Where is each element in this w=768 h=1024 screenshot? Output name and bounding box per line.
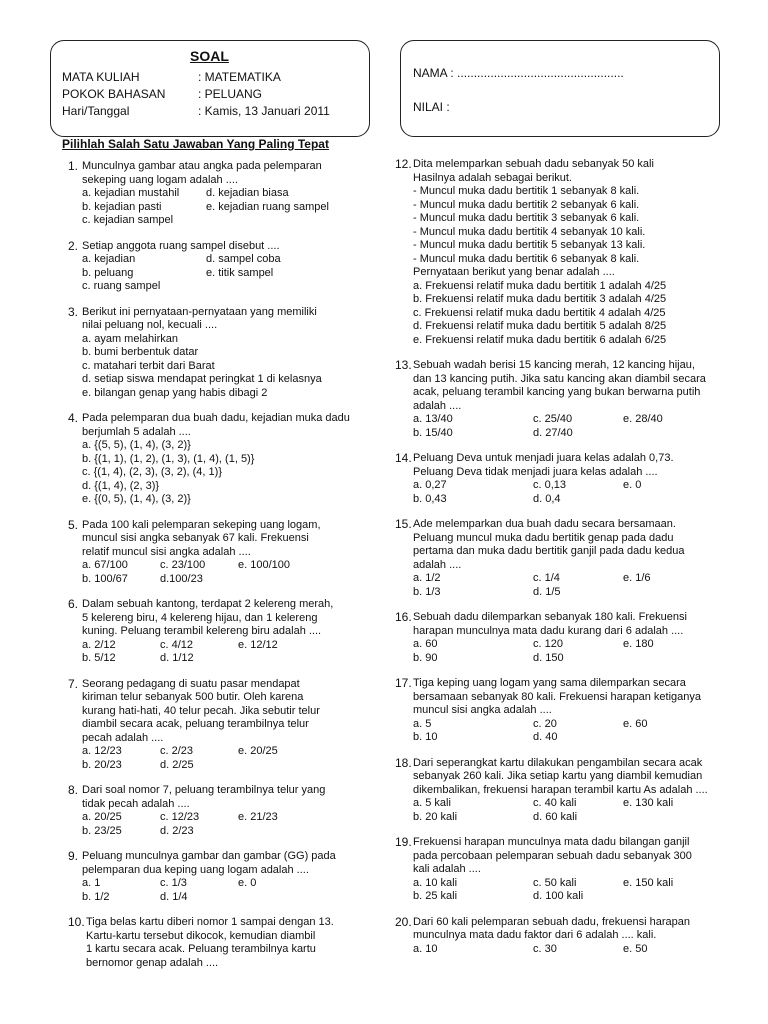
question-stem-line: Dita melemparkan sebuah dadu sebanyak 50 kali — [413, 158, 654, 170]
answer-option[interactable]: d. 1/5 — [533, 585, 561, 598]
answer-option[interactable]: b. 0,43 — [413, 492, 447, 505]
answer-option[interactable]: d. Frekuensi relatif muka dadu bertitik 5 adalah 8/25 — [413, 320, 667, 332]
question-stem-line: sebanyak 260 kali. Jika setiap kartu yang diambil kemudian — [413, 770, 703, 782]
question-stem-line: harapan munculnya mata dadu kurang dari 6 adalah .... — [413, 624, 684, 637]
answer-options — [82, 187, 358, 228]
question-number: 13. — [395, 358, 412, 372]
question-stem-line: Seorang pedagang di suatu pasar mendapat — [82, 677, 300, 690]
nama-label: NAMA : — [413, 66, 454, 80]
answer-option[interactable]: d. 0,4 — [533, 492, 561, 505]
question-body — [82, 784, 358, 838]
question-item — [68, 678, 358, 773]
question-item — [68, 160, 358, 228]
question-stem-line: Kartu-kartu tersebut dikocok, kemudian diambil — [86, 929, 316, 942]
nilai-label: NILAI : — [413, 100, 450, 114]
answer-option[interactable]: d. 40 — [533, 731, 558, 743]
answer-option[interactable]: a. 5 kali — [413, 797, 451, 809]
question-stem-line: Berikut ini pernyataan-pernyataan yang memiliki — [82, 305, 317, 318]
answer-options — [82, 333, 358, 401]
question-stem-line: relatif muncul sisi angka adalah .... — [82, 545, 251, 558]
answer-option[interactable]: c. ruang sampel — [82, 280, 161, 292]
answer-options — [413, 943, 700, 957]
answer-option[interactable]: b. peluang — [82, 266, 134, 279]
instruction: Pilihlah Salah Satu Jawaban Yang Paling Tepat — [62, 137, 329, 151]
question-stem-line: adalah .... — [413, 558, 462, 571]
answer-option[interactable]: b. 20/23 — [82, 758, 122, 771]
answer-option[interactable]: e. 180 — [623, 638, 654, 650]
answer-option[interactable]: a. 10 kali — [413, 876, 458, 889]
question-stem-line: - Muncul muka dadu bertitik 2 sebanyak 6 kali. — [413, 198, 640, 211]
question-number: 7. — [68, 676, 79, 691]
answer-option[interactable]: c. 12/23 — [160, 811, 200, 823]
nama-row — [413, 66, 624, 80]
question-stem-line: bernomor genap adalah .... — [86, 956, 219, 969]
question-item — [395, 677, 700, 745]
answer-option[interactable]: b. bumi berbentuk datar — [82, 346, 199, 358]
answer-option[interactable]: e. 0 — [238, 877, 257, 889]
question-body — [413, 452, 700, 506]
answer-option[interactable]: c. 25/40 — [533, 413, 573, 425]
answer-options — [413, 280, 700, 348]
answer-option[interactable]: e. titik sampel — [206, 266, 274, 279]
question-number: 6. — [68, 597, 79, 611]
question-body — [82, 598, 358, 666]
answer-option[interactable]: c. 2/23 — [160, 745, 194, 757]
question-stem-line: - Muncul muka dadu bertitik 1 sebanyak 8 kali. — [413, 185, 640, 197]
header-value: : Kamis, 13 Januari 2011 — [198, 104, 330, 118]
answer-option-empty — [623, 890, 703, 904]
answer-option[interactable]: e. 150 kali — [623, 876, 674, 889]
question-stem-line: - Muncul muka dadu bertitik 5 sebanyak 13 kali. — [413, 239, 646, 251]
question-stem-line: Munculnya gambar atau angka pada pelemparan — [82, 160, 322, 172]
question-item — [395, 836, 700, 904]
answer-option[interactable]: b. 15/40 — [413, 426, 453, 439]
answer-option[interactable]: b. 20 kali — [413, 810, 458, 823]
answer-option[interactable]: a. 20/25 — [82, 811, 122, 823]
question-body — [82, 678, 358, 773]
question-item — [68, 240, 358, 294]
question-stem-line: - Muncul muka dadu bertitik 6 sebanyak 8 kali. — [413, 252, 640, 265]
header-value: : MATEMATIKA — [198, 70, 281, 84]
answer-option[interactable]: c. 20 — [533, 717, 557, 730]
question-stem-line: Pada 100 kali pelemparan sekeping uang logam, — [82, 518, 321, 531]
question-stem-line: kali adalah .... — [413, 863, 481, 875]
nama-field[interactable]: .................................................. — [457, 66, 624, 80]
answer-option[interactable]: d. {(1, 4), (2, 3)} — [82, 479, 160, 492]
question-item — [395, 755, 708, 825]
answer-option[interactable]: d. 100 kali — [533, 890, 584, 902]
answer-option[interactable]: b. 1/3 — [413, 585, 441, 598]
answer-option-empty — [238, 573, 316, 587]
answer-option[interactable]: d. 150 — [533, 651, 564, 664]
question-stem-line: Sebuah dadu dilemparkan sebanyak 180 kali. Frekuensi — [413, 611, 687, 623]
question-stem-line: Tiga keping uang logam yang sama dilemparkan secara — [413, 677, 686, 689]
question-body — [82, 850, 358, 904]
answer-option[interactable]: e. kejadian ruang sampel — [206, 200, 329, 213]
question-number: 20. — [395, 914, 412, 929]
question-stem-line: pecah adalah .... — [82, 731, 164, 744]
answer-option[interactable]: b. 100/67 — [82, 572, 128, 585]
question-stem-line: Frekuensi harapan munculnya mata dadu bilangan ganjil — [413, 836, 690, 848]
question-body — [413, 836, 700, 904]
question-body — [86, 916, 358, 970]
answer-option[interactable]: e. 50 — [623, 942, 648, 955]
answer-option[interactable]: a. 10 — [413, 942, 438, 955]
answer-options — [413, 797, 700, 824]
question-number: 3. — [68, 304, 79, 319]
question-stem-line: nilai peluang nol, kecuali .... — [82, 319, 218, 331]
question-number: 12. — [395, 157, 412, 171]
answer-option-empty — [623, 652, 703, 666]
answer-option[interactable]: b. Frekuensi relatif muka dadu bertitik 3 adalah 4/25 — [413, 293, 667, 305]
question-stem-line: Pada pelemparan dua buah dadu, kejadian muka dadu — [82, 412, 350, 424]
answer-option[interactable]: c. matahari terbit dari Barat — [82, 359, 215, 372]
question-stem-line: diambil secara acak, peluang terambilnya telur — [82, 718, 309, 730]
question-stem-line: 5 kelereng biru, 4 kelereng hijau, dan 1 kelereng — [82, 611, 318, 624]
question-body — [82, 240, 358, 294]
answer-option[interactable]: b. 5/12 — [82, 652, 116, 664]
question-number: 9. — [68, 849, 79, 863]
answer-option[interactable]: c. 0,13 — [533, 479, 567, 491]
question-number: 14. — [395, 451, 412, 465]
left-question-column — [68, 160, 358, 982]
question-item — [395, 158, 700, 347]
answer-option[interactable]: d. sampel coba — [206, 253, 281, 265]
answer-option[interactable]: d. 60 kali — [533, 810, 578, 823]
answer-option[interactable]: c. 30 — [533, 942, 557, 955]
answer-option[interactable]: e. {(0, 5), (1, 4), (3, 2)} — [82, 493, 191, 505]
header-label: Hari/Tanggal — [62, 104, 130, 118]
answer-option[interactable]: c. {(1, 4), (2, 3), (3, 2), (4, 1)} — [82, 466, 222, 478]
question-stem-line: pertama dan muka dadu bertitik ganjil pada dadu kedua — [413, 545, 685, 557]
question-stem-line: 1 kartu secara acak. Peluang terambilnya kartu — [86, 943, 316, 955]
answer-option[interactable]: a. ayam melahirkan — [82, 332, 178, 345]
question-stem-line: munculnya mata dadu faktor dari 6 adalah .... kali. — [413, 929, 657, 941]
question-stem-line: Dari 60 kali pelemparan sebuah dadu, frekuensi harapan — [413, 915, 691, 928]
question-stem-line: dan 13 kancing putih. Jika satu kancing akan diambil secara — [413, 372, 706, 385]
question-stem-line: Setiap anggota ruang sampel disebut .... — [82, 239, 280, 252]
question-body — [413, 359, 706, 440]
answer-option[interactable]: e. 60 — [623, 717, 648, 730]
answer-option[interactable]: c. 1/3 — [160, 877, 187, 889]
question-stem-line: Dari seperangkat kartu dilakukan pengambilan secara acak — [413, 756, 703, 769]
question-item — [395, 916, 700, 957]
answer-option[interactable]: b. kejadian pasti — [82, 200, 162, 213]
question-number: 15. — [395, 517, 412, 531]
question-stem-line: Dari soal nomor 7, peluang terambilnya telur yang — [82, 784, 326, 796]
question-item — [68, 598, 358, 666]
question-stem-line: - Muncul muka dadu bertitik 4 sebanyak 10 kali. — [413, 225, 646, 238]
answer-option[interactable]: c. 50 kali — [533, 876, 577, 889]
question-body — [413, 611, 700, 665]
answer-option[interactable]: e. 1/6 — [623, 572, 651, 584]
question-number: 8. — [68, 783, 79, 797]
answer-option[interactable]: e. 100/100 — [238, 559, 290, 571]
answer-option-empty — [206, 280, 330, 294]
answer-option[interactable]: e. 21/23 — [238, 811, 278, 823]
header-row-course — [62, 70, 281, 84]
answer-option-empty — [623, 427, 703, 441]
answer-option[interactable]: d. 27/40 — [533, 426, 573, 439]
question-stem-line: Peluang muncul muka dadu bertitik genap pada dadu — [413, 531, 674, 544]
question-stem-line: tidak pecah adalah .... — [82, 797, 190, 810]
answer-option[interactable]: a. 0,27 — [413, 479, 447, 491]
question-stem-line: Ade melemparkan dua buah dadu secara bersamaan. — [413, 518, 676, 530]
question-number: 5. — [68, 517, 79, 532]
answer-options — [413, 638, 700, 665]
answer-option[interactable]: c. 1/4 — [533, 572, 560, 584]
question-stem-line: pelemparan dua keping uang logam adalah .... — [82, 863, 309, 876]
answer-option[interactable]: d.100/23 — [160, 572, 203, 585]
answer-option[interactable]: c. 23/100 — [160, 559, 206, 571]
question-item — [395, 358, 706, 440]
question-number: 16. — [395, 610, 412, 624]
answer-option[interactable]: a. kejadian — [82, 253, 136, 265]
answer-option[interactable]: b. {(1, 1), (1, 2), (1, 3), (1, 4), (1, 5)} — [82, 452, 255, 465]
answer-options — [82, 253, 358, 294]
answer-option-empty — [623, 731, 703, 745]
question-stem-line: Peluang Deva untuk menjadi juara kelas adalah 0,73. — [413, 452, 674, 464]
question-body — [413, 756, 708, 825]
question-number: 2. — [68, 238, 79, 253]
question-body — [413, 158, 700, 347]
answer-option[interactable]: c. 120 — [533, 638, 563, 650]
answer-option[interactable]: a. 5 — [413, 717, 432, 730]
answer-option[interactable]: d. setiap siswa mendapat peringkat 1 di kelasnya — [82, 373, 322, 385]
question-item — [68, 519, 358, 587]
question-stem-line: kiriman telur sebanyak 500 butir. Oleh karena — [82, 691, 304, 703]
question-item — [395, 611, 700, 665]
question-stem-line: berjumlah 5 adalah .... — [82, 425, 191, 438]
answer-option[interactable]: e. 130 kali — [623, 797, 674, 809]
answer-option[interactable]: e. 0 — [623, 479, 642, 491]
answer-options — [413, 479, 700, 506]
answer-option-empty — [238, 891, 316, 905]
question-stem-line: kuning. Peluang terambil kelereng biru adalah .... — [82, 625, 322, 637]
answer-option[interactable]: e. 20/25 — [238, 745, 278, 757]
answer-option[interactable]: e. 28/40 — [623, 413, 663, 425]
question-stem-line: muncul sisi angka sebanyak 67 kali. Frekuensi — [82, 532, 309, 544]
question-body — [413, 916, 700, 957]
header-row-topic — [62, 87, 262, 101]
question-item — [395, 452, 700, 506]
question-stem-line: Tiga belas kartu diberi nomor 1 sampai dengan 13. — [86, 916, 334, 928]
header-label: MATA KULIAH — [62, 70, 140, 84]
answer-options — [82, 559, 358, 586]
answer-option[interactable]: a. 2/12 — [82, 638, 116, 651]
answer-option-empty — [623, 586, 703, 600]
answer-option[interactable]: a. 67/100 — [82, 559, 128, 571]
answer-option[interactable]: a. 1/2 — [413, 572, 441, 584]
answer-option[interactable]: c. Frekuensi relatif muka dadu bertitik 4 adalah 4/25 — [413, 306, 666, 319]
question-stem-line: kurang hati-hati, 40 telur pecah. Jika sebutir telur — [82, 704, 320, 717]
question-item — [68, 306, 358, 401]
question-body — [82, 306, 358, 401]
question-number: 10. — [68, 915, 85, 929]
answer-options — [82, 639, 358, 666]
answer-option[interactable]: d. 2/25 — [160, 758, 194, 771]
nilai-row — [413, 100, 450, 114]
answer-option[interactable]: e. 12/12 — [238, 638, 278, 651]
question-body — [413, 518, 700, 599]
question-item — [68, 850, 358, 904]
question-number: 18. — [395, 755, 412, 770]
answer-options — [82, 745, 358, 772]
answer-option-empty — [206, 214, 330, 228]
answer-option[interactable]: e. Frekuensi relatif muka dadu bertitik 6 adalah 6/25 — [413, 333, 667, 346]
answer-option[interactable]: a. 1 — [82, 877, 101, 889]
answer-option[interactable]: a. 60 — [413, 638, 438, 650]
question-stem-line: Hasilnya adalah sebagai berikut. — [413, 171, 572, 184]
answer-option-empty — [238, 825, 316, 839]
answer-option[interactable]: d. kejadian biasa — [206, 187, 289, 199]
answer-option[interactable]: a. 13/40 — [413, 413, 453, 425]
question-stem-line: adalah .... — [413, 399, 462, 412]
page-title: SOAL — [190, 48, 229, 64]
answer-option[interactable]: d. 1/12 — [160, 652, 194, 664]
answer-options — [413, 718, 700, 745]
question-stem-line: pada percobaan pelemparan sebuah dadu sebanyak 300 — [413, 849, 692, 862]
answer-options — [82, 877, 358, 904]
answer-option-empty — [623, 493, 703, 507]
question-stem-line: sekeping uang logam adalah .... — [82, 173, 238, 186]
answer-option[interactable]: b. 25 kali — [413, 890, 458, 902]
answer-option[interactable]: c. 40 kali — [533, 797, 577, 809]
answer-option[interactable]: a. kejadian mustahil — [82, 187, 180, 199]
answer-option[interactable]: b. 10 — [413, 731, 438, 743]
answer-option[interactable]: b. 1/2 — [82, 890, 110, 903]
answer-option[interactable]: d. 1/4 — [160, 890, 188, 903]
right-question-column — [395, 157, 708, 968]
answer-option[interactable]: c. kejadian sampel — [82, 214, 174, 226]
answer-option[interactable]: a. Frekuensi relatif muka dadu bertitik 1 adalah 4/25 — [413, 279, 667, 292]
question-body — [82, 519, 358, 587]
question-stem-line: Peluang munculnya gambar dan gambar (GG) pada — [82, 850, 336, 862]
question-number: 19. — [395, 835, 412, 849]
answer-option[interactable]: d. 2/23 — [160, 824, 194, 837]
answer-option[interactable]: c. 4/12 — [160, 638, 194, 651]
answer-option-empty — [238, 652, 316, 666]
question-stem-line: Sebuah wadah berisi 15 kancing merah, 12 kancing hijau, — [413, 359, 695, 371]
question-stem-line: bersamaan sebanyak 80 kali. Frekuensi harapan ketiganya — [413, 690, 702, 703]
student-info-box — [400, 40, 720, 137]
answer-option[interactable]: e. bilangan genap yang habis dibagi 2 — [82, 386, 268, 399]
question-stem-line: - Muncul muka dadu bertitik 3 sebanyak 6 kali. — [413, 212, 640, 224]
question-item — [68, 412, 358, 507]
question-body — [413, 677, 700, 745]
header-row-date — [62, 104, 330, 118]
answer-options — [413, 877, 700, 904]
answer-option-empty — [238, 759, 316, 773]
question-item — [395, 518, 700, 599]
question-number: 4. — [68, 411, 79, 425]
question-body — [82, 160, 358, 228]
question-stem-line: muncul sisi angka adalah .... — [413, 704, 552, 716]
question-item — [68, 916, 358, 970]
question-stem-line: dikembalikan, frekuensi harapan terambil kartu As adalah .... — [413, 783, 708, 796]
question-body — [82, 412, 358, 507]
answer-option[interactable]: b. 90 — [413, 651, 438, 664]
question-stem-line: Peluang Deva tidak menjadi juara kelas adalah .... — [413, 465, 658, 478]
answer-option[interactable]: a. {(5, 5), (1, 4), (3, 2)} — [82, 439, 191, 451]
question-number: 17. — [395, 676, 412, 690]
answer-options — [82, 439, 358, 507]
answer-option-empty — [623, 811, 703, 825]
question-stem-line: acak, peluang terambil kancing yang bukan berwarna putih — [413, 386, 701, 398]
answer-option[interactable]: a. 12/23 — [82, 745, 122, 757]
question-stem-line: Pernyataan berikut yang benar adalah .... — [413, 266, 615, 278]
answer-option[interactable]: b. 23/25 — [82, 824, 122, 837]
header-label: POKOK BAHASAN — [62, 87, 166, 101]
question-stem-line: Dalam sebuah kantong, terdapat 2 kelereng merah, — [82, 598, 334, 610]
answer-options — [413, 572, 700, 599]
question-number: 1. — [68, 159, 79, 173]
header-value: : PELUANG — [198, 87, 263, 101]
answer-options — [82, 811, 358, 838]
answer-options — [413, 413, 700, 440]
question-item — [68, 784, 358, 838]
